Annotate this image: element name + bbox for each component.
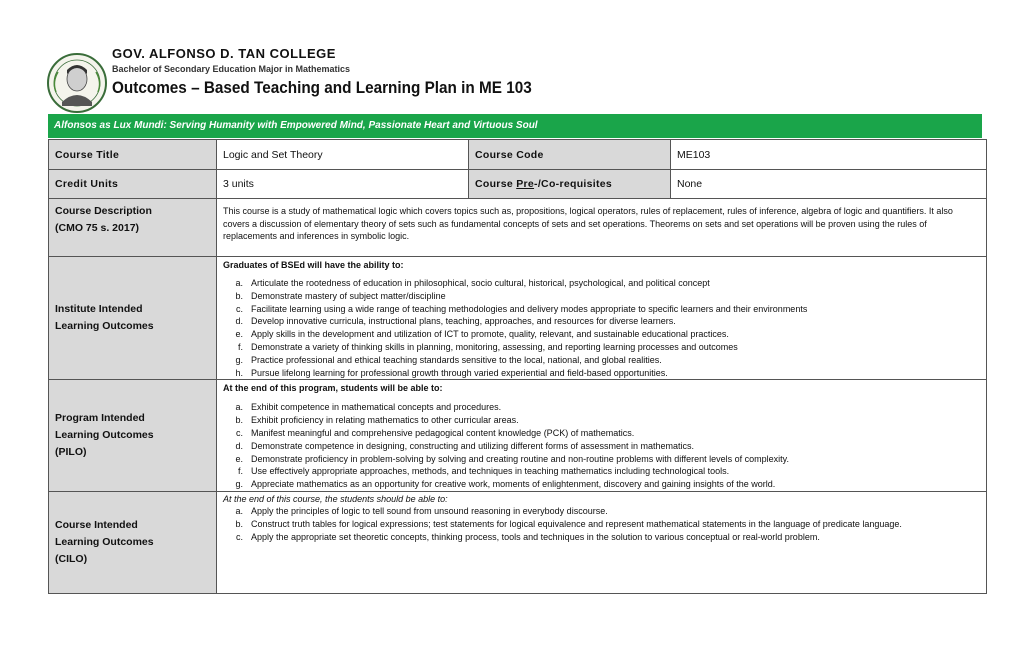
prerequisites-label (469, 170, 671, 199)
credit-units-label: Credit Units (49, 170, 217, 199)
list-item: c. Manifest meaningful and comprehensive pedagogical content knowledge (PCK) of mathematics. (235, 427, 635, 438)
pilo-label-line: Program Intended (55, 412, 145, 425)
course-title-label: Course Title (49, 140, 217, 170)
table-row (49, 170, 987, 199)
list-item: e. Apply skills in the development and utilization of ICT to promote, quality, relevant, and sustainable educational practices. (235, 329, 729, 340)
list-item: d. Demonstrate competence in designing, constructing and utilizing different forms of assessment in mathematics. (235, 440, 695, 451)
list-item: b. Exhibit proficiency in relating mathematics to other curricular areas. (235, 415, 519, 426)
cilo-label-line: Learning Outcomes (55, 535, 154, 548)
document-header (44, 38, 644, 114)
ilo-intro: Graduates of BSEd will have the ability to: (223, 260, 404, 270)
list-item: f. Use effectively appropriate approaches, methods, and techniques in teaching mathematics including technological tools. (237, 466, 730, 477)
course-description-label-line: Course Description (55, 205, 152, 217)
pilo-label (49, 380, 217, 492)
prerequisites-value: None (671, 170, 987, 199)
ilo-list (217, 277, 986, 379)
ilo-label (49, 257, 217, 380)
course-description-label (49, 199, 217, 257)
course-info-table (48, 139, 987, 594)
college-seal-icon (46, 52, 108, 114)
motto-banner: Alfonsos as Lux Mundi: Serving Humanity with Empowered Mind, Passionate Heart and Virtuous Soul (48, 114, 982, 138)
table-row (49, 140, 987, 170)
ilo-content (217, 257, 987, 380)
prereq-label-part: Course (475, 178, 517, 190)
course-description-label-line: (CMO 75 s. 2017) (55, 222, 140, 234)
cilo-list (217, 505, 986, 543)
cilo-content (217, 491, 987, 593)
ilo-label-line: Institute Intended (55, 303, 143, 316)
pilo-label-line: Learning Outcomes (55, 429, 154, 442)
course-title-value: Logic and Set Theory (217, 140, 469, 170)
course-code-value: ME103 (671, 140, 987, 170)
list-item: a. Apply the principles of logic to tell sound from unsound reasoning in everybody discourse. (235, 505, 608, 516)
list-item: c. Apply the appropriate set theoretic concepts, thinking process, tools and techniques in the solution to various conceptual or real-world problem. (235, 531, 820, 542)
credit-units-value: 3 units (217, 170, 469, 199)
table-row (49, 257, 987, 380)
prereq-label-underlined: Pre (516, 178, 535, 190)
cilo-label (49, 491, 217, 593)
list-item: c. Facilitate learning using a wide range of teaching methodologies and delivery modes appropriate to specific learners and their environments (235, 303, 808, 314)
table-row (49, 380, 987, 492)
program-name: Bachelor of Secondary Education Major in Mathematics (112, 64, 351, 74)
plan-title: Outcomes – Based Teaching and Learning Plan in ME 103 (112, 78, 532, 97)
pilo-intro: At the end of this program, students will be able to: (223, 383, 443, 394)
list-item: a. Exhibit competence in mathematical concepts and procedures. (235, 402, 502, 413)
cilo-label-line: Course Intended (55, 518, 138, 531)
cilo-label-line: (CILO) (55, 552, 88, 565)
list-item: h. Pursue lifelong learning for professional growth through varied experiential and field-based opportunities. (235, 367, 668, 378)
list-item: g. Practice professional and ethical teaching standards sensitive to the local, national, and global realities. (235, 354, 662, 365)
cilo-intro: At the end of this course, the students should be able to: (223, 493, 448, 504)
list-item: f. Demonstrate a variety of thinking skills in planning, monitoring, assessing, and reporting learning processes and outcomes (237, 341, 738, 352)
pilo-content (217, 380, 987, 492)
list-item: b. Demonstrate mastery of subject matter/discipline (235, 290, 446, 301)
pilo-label-line: (PILO) (55, 446, 87, 459)
list-item: d. Develop innovative curricula, instructional plans, teaching, approaches, and resources for diverse learners. (235, 316, 676, 327)
table-row (49, 491, 987, 593)
list-item: e. Demonstrate proficiency in problem-solving by solving and creating routine and non-routine problems with different levels of complexity. (235, 453, 789, 464)
course-code-label: Course Code (469, 140, 671, 170)
prereq-label-part: -/Co-requisites (534, 178, 613, 190)
list-item: g. Appreciate mathematics as an opportunity for creative work, moments of enlightenment, discovery and gaining insights of the world. (235, 479, 776, 490)
course-description-text: This course is a study of mathematical logic which covers topics such as, propositions, logical operators, rules of replacement, rules of inference, algebra of logic and quantifiers. It also covers a discussion of elementary theory of sets such as fundamental concepts of sets and set operations. Theorems on sets and set operations will be proven using the rules of replacements and inferences in symbolic logic. (217, 199, 987, 257)
list-item: a. Articulate the rootedness of education in philosophical, socio cultural, historical, psychological, and political concept (235, 278, 710, 288)
pilo-list (217, 401, 986, 491)
college-name: GOV. ALFONSO D. TAN COLLEGE (112, 46, 336, 61)
table-row (49, 199, 987, 257)
ilo-label-line: Learning Outcomes (55, 320, 154, 333)
list-item: b. Construct truth tables for logical expressions; test statements for logical equivalence and represent mathematical statements in the language of predicate language. (235, 518, 902, 529)
